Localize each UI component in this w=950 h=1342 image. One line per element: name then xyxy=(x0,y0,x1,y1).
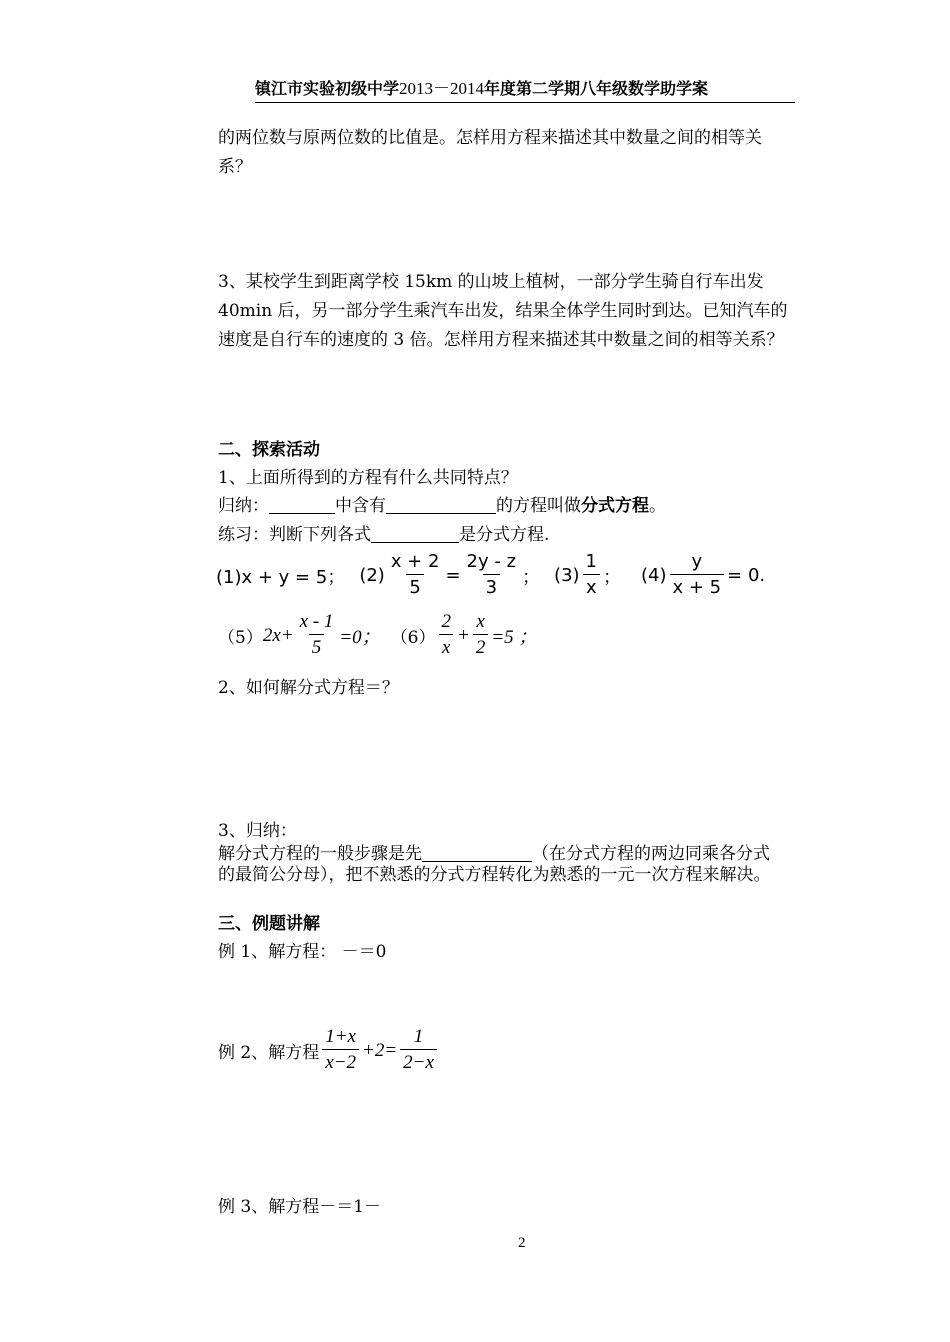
section-2-question-2: 2、如何解分式方程＝？ xyxy=(218,678,399,698)
equations-row-2 xyxy=(218,610,537,661)
blank-4[interactable] xyxy=(422,843,532,862)
equation-5-fraction: $\frac{x - 1}{5}$ xyxy=(297,610,337,661)
equation-4-end: = 0. xyxy=(727,565,766,586)
blank-1[interactable] xyxy=(269,495,335,514)
equation-2-end: ； xyxy=(522,566,541,588)
example-2-fraction-2: $\frac{1}{2-x}$ xyxy=(400,1025,437,1076)
page-number: 2 xyxy=(518,1235,526,1251)
equation-4-label: (4) xyxy=(641,565,667,586)
equation-5-label: （5） xyxy=(218,628,263,648)
equation-5-term: 2x+ xyxy=(262,624,294,646)
header-years: 2013－2014 xyxy=(399,79,485,98)
example-2-middle: +2= xyxy=(362,1039,398,1061)
page-header xyxy=(255,74,795,103)
equation-2-label: (2) xyxy=(359,565,385,586)
equation-2-fraction-2: $\frac{2y - z}{3}$ xyxy=(464,550,520,601)
steps-text-2: （在分式方程的两边同乘各分式 xyxy=(532,844,770,864)
equation-2-fraction-1: $\frac{x + 2}{5}$ xyxy=(388,550,443,601)
equation-3-fraction: $\frac{1}{x}$ xyxy=(583,550,600,601)
section-3-title: 三、例题讲解 xyxy=(218,914,320,934)
question-3-line-1: 3、某校学生到距离学校 15km 的山坡上植树，一部分学生骑自行车出发 xyxy=(218,272,764,292)
practice-line xyxy=(218,521,549,549)
summary-text-2: 的方程叫做 xyxy=(496,496,581,516)
section-2-title: 二、探索活动 xyxy=(218,440,320,460)
practice-text: 是分式方程. xyxy=(459,525,550,545)
term-fractional-equation: 分式方程 xyxy=(581,496,649,516)
equation-6-plus: + xyxy=(457,624,470,646)
steps-line-2: 的最简公分母），把不熟悉的分式方程转化为熟悉的一元一次方程来解决。 xyxy=(218,865,771,885)
equation-2-equals: = xyxy=(445,565,461,586)
example-2-label: 例 2、解方程 xyxy=(218,1043,320,1063)
summary-text-1: 中含有 xyxy=(335,496,386,516)
equation-6-fraction-1: $\frac{2}{x}$ xyxy=(439,610,455,661)
example-2-fraction-1: $\frac{1+x}{x-2}$ xyxy=(322,1025,359,1076)
equation-5-end: =0； xyxy=(339,627,381,648)
equation-6-label: （6） xyxy=(390,628,436,648)
header-term: 年度第二学期八年级数学助学案 xyxy=(484,79,709,98)
example-2 xyxy=(218,1025,440,1076)
example-1: 例 1、解方程： －＝0 xyxy=(218,942,387,962)
equation-6-fraction-2: $\frac{x}{2}$ xyxy=(473,610,489,661)
practice-label: 练习：判断下列各式 xyxy=(218,525,371,545)
summary-label: 归纳： xyxy=(218,496,269,516)
blank-3[interactable] xyxy=(371,524,459,543)
header-school: 镇江市实验初级中学 xyxy=(255,79,400,98)
summary-line xyxy=(218,492,666,520)
question-3-line-3: 速度是自行车的速度的 3 倍。怎样用方程来描述其中数量之间的相等关系？ xyxy=(218,330,784,350)
summary-end: 。 xyxy=(649,496,666,516)
equation-3-end: ； xyxy=(603,566,621,588)
intro-line-2: 系？ xyxy=(218,157,252,177)
section-2-question-3: 3、归纳： xyxy=(218,821,297,841)
equation-3-label: (3) xyxy=(554,565,580,586)
example-3: 例 3、解方程－＝1－ xyxy=(218,1197,382,1217)
section-2-question-1: 1、上面所得到的方程有什么共同特点？ xyxy=(218,468,518,488)
equation-1: (1)x + y = 5； xyxy=(216,566,346,588)
intro-line-1: 的两位数与原两位数的比值是。怎样用方程来描述其中数量之间的相等关 xyxy=(218,128,762,148)
steps-text-1: 解分式方程的一般步骤是先 xyxy=(218,844,422,864)
blank-2[interactable] xyxy=(386,495,496,514)
equation-6-end: =5 ； xyxy=(491,627,538,648)
question-3-line-2: 40min 后，另一部分学生乘汽车出发，结果全体学生同时到达。已知汽车的 xyxy=(218,301,788,321)
equation-4-fraction: $\frac{y}{x + 5}$ xyxy=(670,550,725,601)
equations-row-1 xyxy=(216,550,765,601)
